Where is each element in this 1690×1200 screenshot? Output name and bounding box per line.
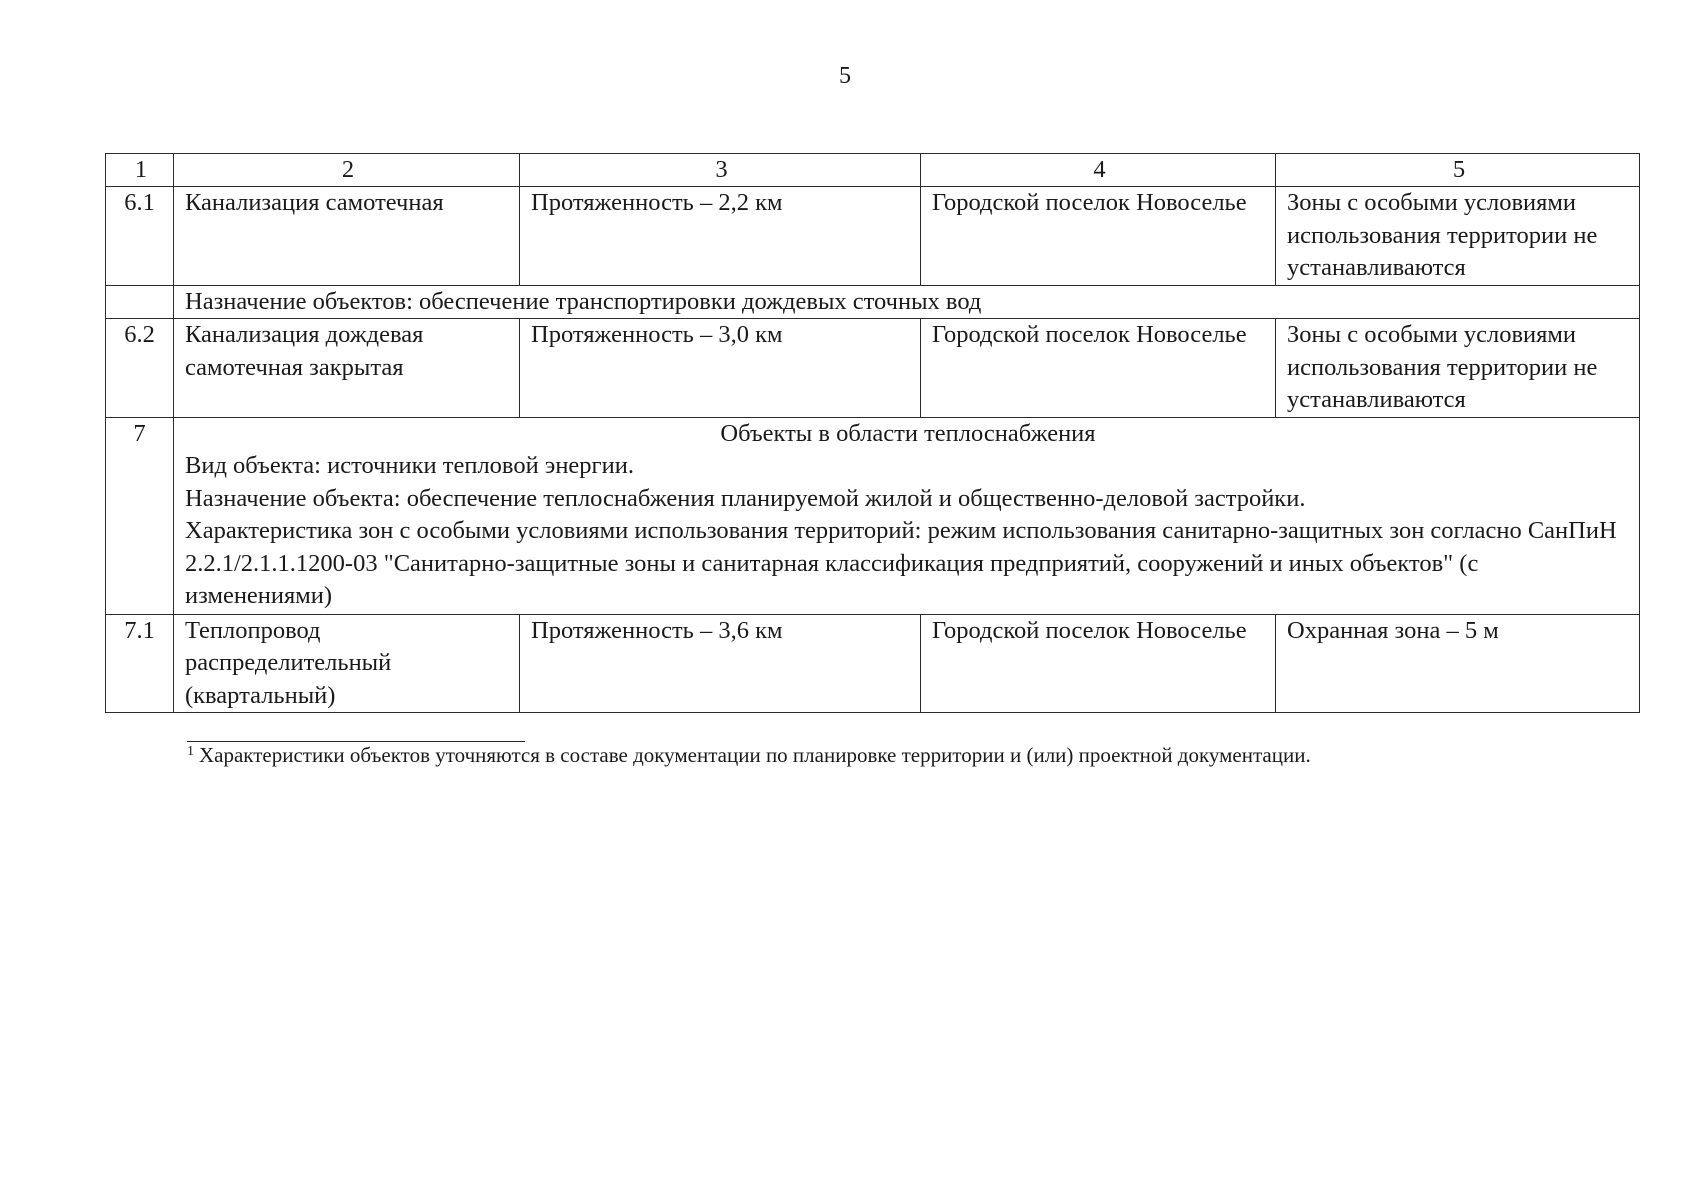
footnote (187, 742, 1607, 768)
row-number-empty (106, 285, 174, 319)
column-number-5: 5 (1276, 154, 1640, 187)
page-number: 5 (839, 63, 851, 89)
footnote-marker: 1 (187, 744, 194, 759)
column-number-2: 2 (174, 154, 520, 187)
column-number-1: 1 (106, 154, 174, 187)
table-header-row (106, 154, 1640, 187)
object-name: Канализация дождевая самотечная закрытая (174, 319, 520, 418)
object-location: Городской поселок Новоселье (921, 614, 1276, 713)
object-purpose: Назначение объекта: обеспечение теплоснабжения планируемой жилой и общественно-деловой застройки. (185, 484, 1306, 512)
object-characteristic: Протяженность – 3,0 км (520, 319, 921, 418)
object-zones: Зоны с особыми условиями использования территории не устанавливаются (1276, 319, 1640, 418)
section-cell (174, 417, 1640, 614)
object-zones: Охранная зона – 5 м (1276, 614, 1640, 713)
row-number: 7.1 (106, 614, 174, 713)
row-number: 6.2 (106, 319, 174, 418)
table-row (106, 187, 1640, 286)
object-location: Городской поселок Новоселье (921, 187, 1276, 286)
table-row (106, 285, 1640, 319)
object-name: Канализация самотечная (174, 187, 520, 286)
object-characteristic: Протяженность – 3,6 км (520, 614, 921, 713)
table-row (106, 417, 1640, 614)
footnote-text: Характеристики объектов уточняются в составе документации по планировке территории и (или) проектной документации. (199, 743, 1311, 767)
object-location: Городской поселок Новоселье (921, 319, 1276, 418)
object-characteristic: Протяженность – 2,2 км (520, 187, 921, 286)
object-zones: Зоны с особыми условиями использования территории не устанавливаются (1276, 187, 1640, 286)
row-number: 7 (106, 417, 174, 614)
row-number: 6.1 (106, 187, 174, 286)
object-name: Теплопровод распределительный (квартальный) (174, 614, 520, 713)
zones-characteristic: Характеристика зон с особыми условиями использования территорий: режим использования санитарно-защитных зон согласно СанПиН 2.2.1/2.1.1.1200-03 "Санитарно-защитные зоны и санитарная классификация предприятий, сооружений и иных объектов" (с изменениями) (185, 517, 1617, 609)
table-row (106, 614, 1640, 713)
objects-purpose: Назначение объектов: обеспечение транспортировки дождевых сточных вод (174, 285, 1640, 319)
object-kind: Вид объекта: источники тепловой энергии. (185, 452, 634, 479)
table-row (106, 319, 1640, 418)
objects-table (105, 153, 1640, 713)
section-title: Объекты в области теплоснабжения (720, 419, 1096, 447)
column-number-3: 3 (520, 154, 921, 187)
column-number-4: 4 (921, 154, 1276, 187)
